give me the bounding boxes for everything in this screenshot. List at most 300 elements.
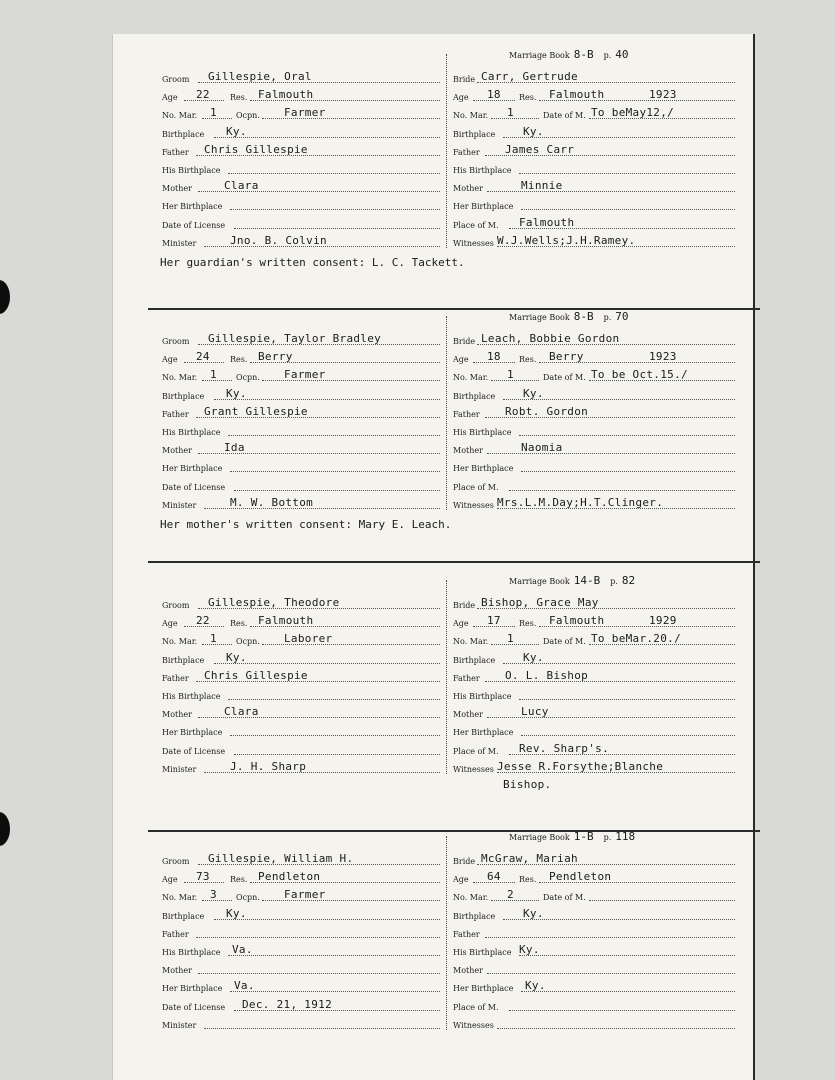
- groom-no-mar-line: [202, 380, 232, 381]
- bride-birthplace-value: Ky.: [523, 650, 544, 664]
- form-row: [162, 630, 440, 648]
- marriage-book-label: Marriage Book: [509, 833, 570, 842]
- form-row: [162, 104, 440, 122]
- groom-value: Gillespie, Taylor Bradley: [208, 332, 382, 345]
- bride-age-label: Age: [453, 355, 469, 365]
- form-row: [453, 68, 735, 86]
- form-row: [453, 868, 735, 886]
- groom-res-label: Res.: [230, 875, 248, 885]
- form-row: [162, 366, 440, 384]
- groom-age-label: Age: [162, 93, 178, 103]
- groom-his-birthplace-line: [228, 435, 440, 436]
- groom-birthplace-label: Birthplace: [162, 911, 205, 921]
- groom-birthplace-value: Ky.: [226, 386, 247, 400]
- form-row: [162, 159, 440, 177]
- bride-value: Carr, Gertrude: [481, 70, 578, 83]
- form-row: [162, 685, 440, 703]
- groom-her-birthplace-line: [230, 209, 440, 210]
- groom-date-of-license-line: [234, 228, 440, 229]
- form-row: [453, 941, 735, 959]
- form-row: [162, 721, 440, 739]
- bride-res-label: Res.: [519, 875, 537, 885]
- bride-date-of-m-label: Date of M.: [543, 111, 586, 121]
- form-row: [453, 104, 735, 122]
- form-row: [162, 141, 440, 159]
- bride-place-of-m-label: Place of M.: [453, 1002, 499, 1012]
- groom-birthplace-label: Birthplace: [162, 129, 205, 139]
- marriage-book-value: 8-B: [573, 310, 594, 323]
- page-value: 70: [615, 310, 629, 323]
- form-row: [453, 177, 735, 195]
- bride-his-birthplace-value: Ky.: [519, 943, 540, 956]
- bride-mother-label: Mother: [453, 966, 483, 976]
- groom-age-value: 22: [196, 614, 210, 628]
- groom-date-of-license-label: Date of License: [162, 1002, 226, 1012]
- bride-date-of-m-label: Date of M.: [543, 373, 586, 383]
- marriage-book-ref: [509, 574, 635, 587]
- bride-mother-value: Minnie: [521, 179, 563, 193]
- form-row: [162, 385, 440, 403]
- groom-mother-line: [198, 973, 440, 974]
- form-row: [453, 385, 735, 403]
- form-row: [453, 721, 735, 739]
- groom-mother-value: Ida: [224, 441, 245, 455]
- bride-father-label: Father: [453, 929, 480, 939]
- bride-place-of-m-label: Place of M.: [453, 746, 499, 756]
- bride-age-label: Age: [453, 875, 469, 885]
- bride-no-mar-value: 2: [507, 888, 514, 902]
- bride-her-birthplace-label: Her Birthplace: [453, 202, 514, 212]
- column-divider: [446, 836, 447, 1030]
- bride-mother-label: Mother: [453, 184, 483, 194]
- groom-mother-value: Clara: [224, 179, 259, 193]
- bride-res-value: Falmouth: [549, 614, 605, 628]
- marriage-book-ref: [509, 48, 629, 61]
- bride-father-label: Father: [453, 409, 480, 419]
- groom-father-label: Father: [162, 673, 189, 683]
- form-row: [453, 494, 735, 512]
- form-row: [453, 141, 735, 159]
- bride-no-mar-value: 1: [507, 106, 514, 120]
- bride-birthplace-value: Ky.: [523, 124, 544, 138]
- bride-place-of-m-value: Rev. Sharp's.: [519, 741, 609, 755]
- groom-ocpn-value: Laborer: [284, 632, 333, 646]
- groom-father-label: Father: [162, 147, 189, 157]
- bride-witnesses-value: Mrs.L.M.Day;H.T.Clinger.: [497, 495, 664, 509]
- form-row: [162, 348, 440, 366]
- bride-her-birthplace-line: [521, 735, 735, 736]
- form-row: [453, 421, 735, 439]
- form-row: [162, 68, 440, 86]
- page-label: p.: [603, 313, 612, 322]
- groom-his-birthplace-line: [228, 699, 440, 700]
- bride-birthplace-value: Ky.: [523, 386, 544, 400]
- bride-label: Bride: [453, 337, 476, 346]
- groom-her-birthplace-line: [230, 471, 440, 472]
- groom-date-of-license-label: Date of License: [162, 220, 226, 230]
- bride-his-birthplace-line: [519, 435, 735, 436]
- bride-father-label: Father: [453, 147, 480, 157]
- form-row: [453, 86, 735, 104]
- form-row: [453, 232, 735, 250]
- bride-mother-label: Mother: [453, 710, 483, 720]
- form-row: [453, 348, 735, 366]
- bride-date-of-m-value: To beMar.20./: [591, 632, 681, 646]
- form-row: [453, 703, 735, 721]
- marriage-book-value: 1-B: [573, 830, 594, 843]
- bride-her-birthplace-line: [521, 991, 735, 992]
- form-row: [453, 977, 735, 995]
- groom-res-label: Res.: [230, 355, 248, 365]
- bride-no-mar-line: [491, 900, 539, 901]
- groom-no-mar-line: [202, 900, 232, 901]
- form-row: [162, 86, 440, 104]
- groom-his-birthplace-line: [228, 955, 440, 956]
- bride-no-mar-line: [491, 644, 539, 645]
- groom-no-mar-label: No. Mar.: [162, 373, 198, 383]
- bride-witnesses-label: Witnesses: [453, 1020, 494, 1030]
- groom-his-birthplace-label: His Birthplace: [162, 692, 221, 701]
- bride-father-value: Robt. Gordon: [505, 404, 589, 418]
- form-row: [162, 123, 440, 141]
- groom-birthplace-line: [214, 399, 440, 400]
- groom-res-value: Berry: [258, 350, 293, 364]
- bride-his-birthplace-line: [519, 699, 735, 700]
- page-label: p.: [603, 833, 612, 842]
- bride-mother-label: Mother: [453, 446, 483, 456]
- bride-age-label: Age: [453, 619, 469, 629]
- groom-no-mar-value: 1: [210, 632, 217, 646]
- bride-no-mar-label: No. Mar.: [453, 373, 489, 383]
- marriage-book-value: 14-B: [573, 574, 601, 587]
- form-row: [162, 758, 440, 776]
- bride-her-birthplace-label: Her Birthplace: [453, 464, 514, 474]
- groom-date-of-license-label: Date of License: [162, 482, 226, 492]
- bride-date-of-m-value: To beMay12,/: [591, 106, 675, 120]
- groom-res-label: Res.: [230, 93, 248, 103]
- groom-mother-value: Clara: [224, 705, 259, 719]
- groom-minister-label: Minister: [162, 500, 197, 510]
- form-row: [162, 996, 440, 1014]
- groom-father-label: Father: [162, 929, 189, 939]
- groom-minister-label: Minister: [162, 238, 197, 248]
- groom-minister-value: J. H. Sharp: [230, 759, 307, 773]
- page-value: 118: [615, 830, 636, 843]
- bride-father-line: [485, 937, 735, 938]
- form-row: [453, 476, 735, 494]
- form-row: [453, 630, 735, 648]
- groom-minister-value: M. W. Bottom: [230, 495, 314, 509]
- form-row: [162, 612, 440, 630]
- bride-place-of-m-line: [509, 490, 735, 491]
- groom-age-value: 24: [196, 350, 210, 364]
- form-row: [162, 421, 440, 439]
- form-row: [162, 494, 440, 512]
- bride-year-value: 1923: [649, 350, 677, 364]
- form-row: [162, 457, 440, 475]
- groom-no-mar-value: 1: [210, 368, 217, 382]
- groom-his-birthplace-label: His Birthplace: [162, 428, 221, 437]
- form-row: [453, 959, 735, 977]
- groom-father-value: Grant Gillespie: [204, 404, 308, 418]
- bride-date-of-m-line: [589, 900, 735, 901]
- page-label: p.: [603, 51, 612, 60]
- groom-ocpn-value: Farmer: [284, 106, 326, 120]
- bride-witnesses-continued: Bishop.: [503, 778, 552, 791]
- bride-his-birthplace-label: His Birthplace: [453, 948, 512, 957]
- form-row: [162, 850, 440, 868]
- bride-his-birthplace-label: His Birthplace: [453, 692, 512, 701]
- bride-birthplace-label: Birthplace: [453, 129, 496, 139]
- form-row: [453, 403, 735, 421]
- groom-ocpn-label: Ocpn.: [236, 373, 260, 383]
- bride-year-value: 1929: [649, 614, 677, 628]
- groom-label: Groom: [162, 601, 190, 610]
- form-row: [162, 886, 440, 904]
- form-row: [162, 330, 440, 348]
- groom-date-of-license-label: Date of License: [162, 746, 226, 756]
- bride-his-birthplace-label: His Birthplace: [453, 428, 512, 437]
- form-row: [453, 649, 735, 667]
- form-row: [453, 330, 735, 348]
- groom-mother-label: Mother: [162, 184, 192, 194]
- form-row: [162, 214, 440, 232]
- groom-his-birthplace-line: [228, 173, 440, 174]
- bride-his-birthplace-label: His Birthplace: [453, 166, 512, 175]
- groom-her-birthplace-value: Va.: [234, 979, 255, 993]
- bride-her-birthplace-value: Ky.: [525, 979, 546, 993]
- groom-date-of-license-line: [234, 754, 440, 755]
- groom-res-label: Res.: [230, 619, 248, 629]
- groom-her-birthplace-label: Her Birthplace: [162, 464, 223, 474]
- form-row: [162, 740, 440, 758]
- bride-age-value: 18: [487, 88, 501, 102]
- record-separator: [148, 830, 760, 832]
- bride-place-of-m-label: Place of M.: [453, 220, 499, 230]
- groom-no-mar-line: [202, 644, 232, 645]
- groom-her-birthplace-label: Her Birthplace: [162, 202, 223, 212]
- bride-father-label: Father: [453, 673, 480, 683]
- form-row: [453, 850, 735, 868]
- bride-father-value: James Carr: [505, 142, 575, 156]
- groom-father-value: Chris Gillespie: [204, 142, 308, 156]
- form-row: [453, 905, 735, 923]
- bride-value: McGraw, Mariah: [481, 852, 578, 865]
- marriage-book-label: Marriage Book: [509, 577, 570, 586]
- page-value: 82: [621, 574, 636, 587]
- form-row: [162, 195, 440, 213]
- column-divider: [446, 316, 447, 510]
- bride-date-of-m-label: Date of M.: [543, 893, 586, 903]
- form-row: [453, 439, 735, 457]
- groom-no-mar-label: No. Mar.: [162, 637, 198, 647]
- bride-value: Bishop, Grace May: [481, 596, 599, 609]
- groom-birthplace-line: [214, 137, 440, 138]
- bride-no-mar-label: No. Mar.: [453, 637, 489, 647]
- form-row: [162, 703, 440, 721]
- bride-mother-line: [487, 973, 735, 974]
- groom-minister-label: Minister: [162, 1020, 197, 1030]
- marriage-book-ref: [509, 310, 629, 323]
- bride-no-mar-value: 1: [507, 632, 514, 646]
- form-row: [453, 612, 735, 630]
- marriage-book-label: Marriage Book: [509, 51, 570, 60]
- groom-age-label: Age: [162, 875, 178, 885]
- bride-birthplace-label: Birthplace: [453, 655, 496, 665]
- form-row: [162, 959, 440, 977]
- groom-no-mar-label: No. Mar.: [162, 111, 198, 121]
- bride-witnesses-label: Witnesses: [453, 238, 494, 248]
- groom-father-label: Father: [162, 409, 189, 419]
- bride-res-label: Res.: [519, 93, 537, 103]
- bride-year-value: 1923: [649, 88, 677, 102]
- groom-birthplace-line: [214, 919, 440, 920]
- form-row: [162, 594, 440, 612]
- groom-her-birthplace-label: Her Birthplace: [162, 728, 223, 738]
- form-row: [453, 123, 735, 141]
- form-row: [453, 195, 735, 213]
- marriage-book-value: 8-B: [573, 48, 594, 61]
- groom-mother-label: Mother: [162, 966, 192, 976]
- groom-age-label: Age: [162, 355, 178, 365]
- groom-her-birthplace-label: Her Birthplace: [162, 984, 223, 994]
- bride-witnesses-line: [497, 1028, 735, 1029]
- bride-father-value: O. L. Bishop: [505, 668, 589, 682]
- bride-res-label: Res.: [519, 355, 537, 365]
- groom-ocpn-label: Ocpn.: [236, 637, 260, 647]
- bride-label: Bride: [453, 601, 476, 610]
- bride-witnesses-label: Witnesses: [453, 764, 494, 774]
- form-row: [162, 667, 440, 685]
- bride-her-birthplace-label: Her Birthplace: [453, 984, 514, 994]
- groom-ocpn-value: Farmer: [284, 368, 326, 382]
- binder-hole: [0, 812, 10, 846]
- marriage-book-ref: [509, 830, 635, 843]
- form-row: [453, 1014, 735, 1032]
- groom-birthplace-value: Ky.: [226, 124, 247, 138]
- form-row: [453, 685, 735, 703]
- marriage-book-label: Marriage Book: [509, 313, 570, 322]
- groom-no-mar-label: No. Mar.: [162, 893, 198, 903]
- form-row: [162, 905, 440, 923]
- groom-minister-line: [204, 1028, 440, 1029]
- page-label: p.: [610, 577, 618, 586]
- groom-minister-value: Jno. B. Colvin: [230, 233, 327, 247]
- groom-birthplace-label: Birthplace: [162, 655, 205, 665]
- bride-place-of-m-value: Falmouth: [519, 215, 575, 229]
- record-separator: [148, 308, 760, 310]
- bride-her-birthplace-line: [521, 209, 735, 210]
- bride-witnesses-value: Jesse R.Forsythe;Blanche: [497, 759, 664, 773]
- bride-value: Leach, Bobbie Gordon: [481, 332, 620, 345]
- groom-value: Gillespie, William H.: [208, 852, 354, 865]
- groom-her-birthplace-line: [230, 991, 440, 992]
- bride-birthplace-label: Birthplace: [453, 911, 496, 921]
- groom-date-of-license-value: Dec. 21, 1912: [242, 997, 332, 1011]
- groom-age-value: 73: [196, 870, 210, 884]
- groom-ocpn-value: Farmer: [284, 888, 326, 902]
- consent-note: Her guardian's written consent: L. C. Tackett.: [160, 256, 465, 269]
- groom-ocpn-label: Ocpn.: [236, 893, 260, 903]
- bride-place-of-m-label: Place of M.: [453, 482, 499, 492]
- groom-ocpn-label: Ocpn.: [236, 111, 260, 121]
- form-row: [162, 1014, 440, 1032]
- groom-father-line: [196, 937, 440, 938]
- bride-age-value: 64: [487, 870, 501, 884]
- binder-hole: [0, 280, 10, 314]
- form-row: [162, 923, 440, 941]
- groom-birthplace-label: Birthplace: [162, 391, 205, 401]
- groom-label: Groom: [162, 75, 190, 84]
- groom-mother-label: Mother: [162, 446, 192, 456]
- form-row: [453, 740, 735, 758]
- bride-witnesses-value: W.J.Wells;J.H.Ramey.: [497, 233, 636, 247]
- bride-birthplace-value: Ky.: [523, 906, 544, 920]
- bride-res-value: Berry: [549, 350, 584, 364]
- bride-no-mar-value: 1: [507, 368, 514, 382]
- form-row: [453, 366, 735, 384]
- bride-witnesses-label: Witnesses: [453, 500, 494, 510]
- groom-res-value: Falmouth: [258, 88, 314, 102]
- bride-age-value: 17: [487, 614, 501, 628]
- column-divider: [446, 580, 447, 774]
- groom-birthplace-value: Ky.: [226, 650, 247, 664]
- form-row: [453, 159, 735, 177]
- bride-her-birthplace-label: Her Birthplace: [453, 728, 514, 738]
- form-row: [453, 214, 735, 232]
- bride-res-label: Res.: [519, 619, 537, 629]
- bride-his-birthplace-line: [519, 955, 735, 956]
- groom-no-mar-line: [202, 118, 232, 119]
- column-divider: [446, 54, 447, 248]
- groom-label: Groom: [162, 337, 190, 346]
- groom-res-value: Pendleton: [258, 870, 321, 884]
- groom-age-value: 22: [196, 88, 210, 102]
- bride-res-value: Falmouth: [549, 88, 605, 102]
- groom-father-value: Chris Gillespie: [204, 668, 308, 682]
- record-separator: [148, 561, 760, 563]
- form-row: [453, 457, 735, 475]
- form-row: [453, 923, 735, 941]
- form-row: [162, 177, 440, 195]
- form-row: [162, 403, 440, 421]
- bride-birthplace-label: Birthplace: [453, 391, 496, 401]
- groom-value: Gillespie, Oral: [208, 70, 312, 83]
- groom-date-of-license-line: [234, 490, 440, 491]
- groom-birthplace-line: [214, 663, 440, 664]
- page-value: 40: [615, 48, 629, 61]
- bride-date-of-m-value: To be Oct.15./: [591, 368, 688, 382]
- form-row: [162, 476, 440, 494]
- form-row: [162, 977, 440, 995]
- bride-no-mar-line: [491, 380, 539, 381]
- groom-minister-label: Minister: [162, 764, 197, 774]
- bride-place-of-m-line: [509, 1010, 735, 1011]
- consent-note: Her mother's written consent: Mary E. Leach.: [160, 518, 452, 531]
- groom-label: Groom: [162, 857, 190, 866]
- form-row: [453, 996, 735, 1014]
- groom-his-birthplace-value: Va.: [232, 943, 253, 956]
- form-row: [453, 667, 735, 685]
- bride-age-label: Age: [453, 93, 469, 103]
- form-row: [453, 594, 735, 612]
- groom-birthplace-value: Ky.: [226, 906, 247, 920]
- groom-age-label: Age: [162, 619, 178, 629]
- form-row: [453, 758, 735, 776]
- form-row: [162, 941, 440, 959]
- groom-value: Gillespie, Theodore: [208, 596, 340, 609]
- groom-res-value: Falmouth: [258, 614, 314, 628]
